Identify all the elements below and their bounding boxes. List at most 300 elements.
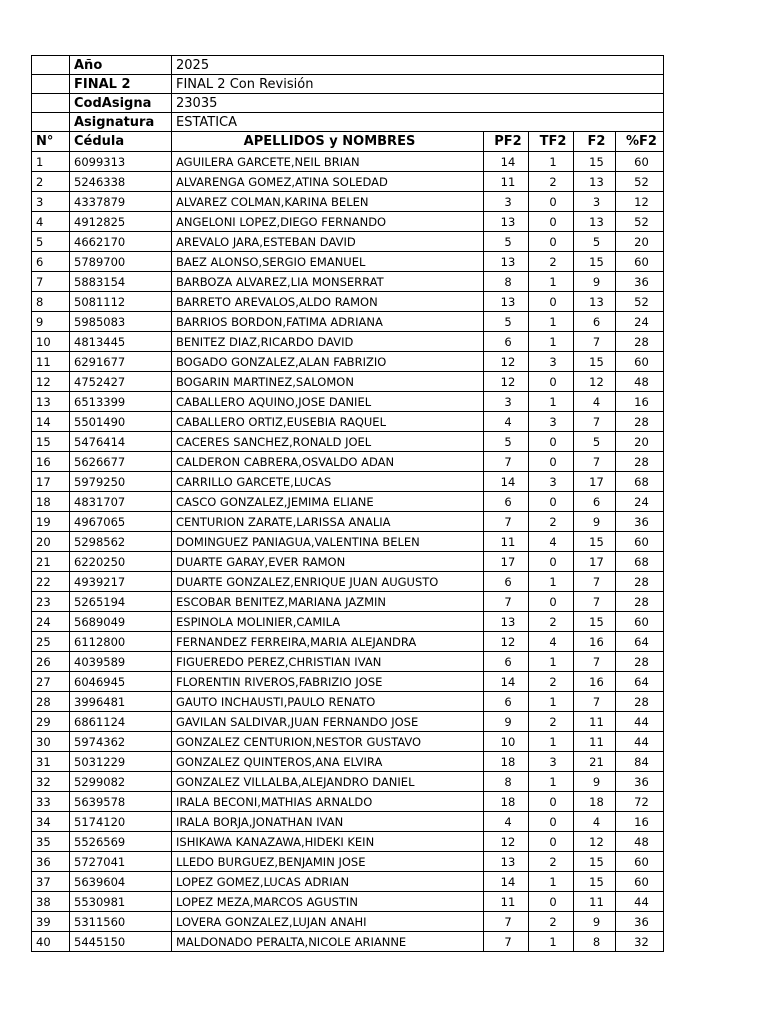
- row-cedula: 6112800: [70, 632, 172, 652]
- row-pf2: 13: [484, 252, 529, 272]
- row-pct-f2: 12: [616, 192, 664, 212]
- row-pct-f2: 60: [616, 352, 664, 372]
- row-name: BARBOZA ALVAREZ,LIA MONSERRAT: [172, 272, 484, 292]
- row-cedula: 6861124: [70, 712, 172, 732]
- table-row: [32, 852, 664, 872]
- row-name: CABALLERO AQUINO,JOSE DANIEL: [172, 392, 484, 412]
- row-name: LLEDO BURGUEZ,BENJAMIN JOSE: [172, 852, 484, 872]
- row-tf2: 1: [529, 392, 574, 412]
- row-tf2: 3: [529, 352, 574, 372]
- row-number: 33: [32, 792, 70, 812]
- header-code-row: [32, 94, 664, 113]
- row-name: BARRIOS BORDON,FATIMA ADRIANA: [172, 312, 484, 332]
- row-name: FERNANDEZ FERREIRA,MARIA ALEJANDRA: [172, 632, 484, 652]
- row-pct-f2: 32: [616, 932, 664, 952]
- row-cedula: 5298562: [70, 532, 172, 552]
- row-f2: 8: [574, 932, 616, 952]
- row-cedula: 5789700: [70, 252, 172, 272]
- row-cedula: 3996481: [70, 692, 172, 712]
- row-name: BAEZ ALONSO,SERGIO EMANUEL: [172, 252, 484, 272]
- row-name: ESCOBAR BENITEZ,MARIANA JAZMIN: [172, 592, 484, 612]
- row-pct-f2: 36: [616, 772, 664, 792]
- row-f2: 4: [574, 392, 616, 412]
- row-cedula: 5081112: [70, 292, 172, 312]
- row-pct-f2: 28: [616, 652, 664, 672]
- row-tf2: 0: [529, 452, 574, 472]
- row-name: ALVAREZ COLMAN,KARINA BELEN: [172, 192, 484, 212]
- row-pct-f2: 68: [616, 552, 664, 572]
- row-pct-f2: 64: [616, 632, 664, 652]
- row-cedula: 5476414: [70, 432, 172, 452]
- row-cedula: 5299082: [70, 772, 172, 792]
- row-f2: 17: [574, 552, 616, 572]
- table-row: [32, 472, 664, 492]
- year-label: Año: [70, 56, 172, 75]
- table-row: [32, 632, 664, 652]
- row-pf2: 11: [484, 172, 529, 192]
- table-row: [32, 712, 664, 732]
- table-row: [32, 292, 664, 312]
- row-f2: 9: [574, 272, 616, 292]
- row-pct-f2: 36: [616, 512, 664, 532]
- row-cedula: 4337879: [70, 192, 172, 212]
- row-pct-f2: 28: [616, 412, 664, 432]
- row-pct-f2: 72: [616, 792, 664, 812]
- subject-value: ESTATICA: [172, 113, 664, 132]
- row-number: 2: [32, 172, 70, 192]
- row-cedula: 5639604: [70, 872, 172, 892]
- row-pct-f2: 28: [616, 572, 664, 592]
- row-pf2: 12: [484, 832, 529, 852]
- row-cedula: 6220250: [70, 552, 172, 572]
- row-cedula: 5501490: [70, 412, 172, 432]
- row-pf2: 18: [484, 752, 529, 772]
- row-tf2: 0: [529, 592, 574, 612]
- row-tf2: 1: [529, 652, 574, 672]
- row-f2: 11: [574, 712, 616, 732]
- row-cedula: 5974362: [70, 732, 172, 752]
- header-year-row: [32, 56, 664, 75]
- year-value: 2025: [172, 56, 664, 75]
- row-number: 6: [32, 252, 70, 272]
- col-f2: F2: [574, 132, 616, 152]
- row-tf2: 2: [529, 252, 574, 272]
- row-cedula: 5530981: [70, 892, 172, 912]
- row-f2: 5: [574, 232, 616, 252]
- row-pf2: 8: [484, 272, 529, 292]
- row-pf2: 14: [484, 872, 529, 892]
- row-cedula: 6099313: [70, 152, 172, 172]
- row-pf2: 6: [484, 692, 529, 712]
- row-name: BOGARIN MARTINEZ,SALOMON: [172, 372, 484, 392]
- row-f2: 7: [574, 412, 616, 432]
- row-number: 34: [32, 812, 70, 832]
- row-tf2: 0: [529, 212, 574, 232]
- row-name: GONZALEZ CENTURION,NESTOR GUSTAVO: [172, 732, 484, 752]
- row-tf2: 0: [529, 552, 574, 572]
- row-pct-f2: 44: [616, 712, 664, 732]
- row-f2: 11: [574, 732, 616, 752]
- row-f2: 17: [574, 472, 616, 492]
- row-pf2: 13: [484, 292, 529, 312]
- row-f2: 3: [574, 192, 616, 212]
- row-cedula: 4967065: [70, 512, 172, 532]
- row-f2: 12: [574, 832, 616, 852]
- table-row: [32, 452, 664, 472]
- row-tf2: 0: [529, 292, 574, 312]
- row-number: 38: [32, 892, 70, 912]
- table-row: [32, 412, 664, 432]
- col-name: APELLIDOS y NOMBRES: [172, 132, 484, 152]
- row-f2: 9: [574, 512, 616, 532]
- row-pct-f2: 68: [616, 472, 664, 492]
- table-row: [32, 152, 664, 172]
- row-tf2: 1: [529, 312, 574, 332]
- row-cedula: 5174120: [70, 812, 172, 832]
- row-number: 23: [32, 592, 70, 612]
- row-number: 20: [32, 532, 70, 552]
- table-row: [32, 252, 664, 272]
- row-name: ANGELONI LOPEZ,DIEGO FERNANDO: [172, 212, 484, 232]
- row-cedula: 5689049: [70, 612, 172, 632]
- row-name: FIGUEREDO PEREZ,CHRISTIAN IVAN: [172, 652, 484, 672]
- row-f2: 12: [574, 372, 616, 392]
- row-pct-f2: 28: [616, 692, 664, 712]
- row-tf2: 0: [529, 812, 574, 832]
- row-tf2: 3: [529, 412, 574, 432]
- row-cedula: 5639578: [70, 792, 172, 812]
- row-f2: 15: [574, 872, 616, 892]
- col-pf2: PF2: [484, 132, 529, 152]
- table-row: [32, 272, 664, 292]
- row-pf2: 14: [484, 472, 529, 492]
- row-cedula: 5246338: [70, 172, 172, 192]
- row-number: 8: [32, 292, 70, 312]
- row-number: 22: [32, 572, 70, 592]
- table-row: [32, 752, 664, 772]
- row-number: 25: [32, 632, 70, 652]
- row-name: AREVALO JARA,ESTEBAN DAVID: [172, 232, 484, 252]
- row-name: LOPEZ GOMEZ,LUCAS ADRIAN: [172, 872, 484, 892]
- table-row: [32, 912, 664, 932]
- row-number: 5: [32, 232, 70, 252]
- row-pf2: 17: [484, 552, 529, 572]
- table-row: [32, 432, 664, 452]
- row-cedula: 4752427: [70, 372, 172, 392]
- row-tf2: 2: [529, 712, 574, 732]
- row-name: DUARTE GARAY,EVER RAMON: [172, 552, 484, 572]
- row-pf2: 5: [484, 432, 529, 452]
- row-cedula: 4813445: [70, 332, 172, 352]
- row-pct-f2: 52: [616, 212, 664, 232]
- row-cedula: 6046945: [70, 672, 172, 692]
- row-cedula: 4039589: [70, 652, 172, 672]
- row-pf2: 11: [484, 532, 529, 552]
- row-cedula: 6291677: [70, 352, 172, 372]
- code-value: 23035: [172, 94, 664, 113]
- row-pf2: 14: [484, 672, 529, 692]
- row-tf2: 0: [529, 432, 574, 452]
- col-cedula: Cédula: [70, 132, 172, 152]
- table-row: [32, 692, 664, 712]
- table-row: [32, 312, 664, 332]
- row-number: 14: [32, 412, 70, 432]
- row-name: GONZALEZ VILLALBA,ALEJANDRO DANIEL: [172, 772, 484, 792]
- row-f2: 6: [574, 492, 616, 512]
- row-f2: 15: [574, 612, 616, 632]
- row-number: 13: [32, 392, 70, 412]
- row-f2: 15: [574, 532, 616, 552]
- row-name: AGUILERA GARCETE,NEIL BRIAN: [172, 152, 484, 172]
- row-pf2: 6: [484, 492, 529, 512]
- row-cedula: 5265194: [70, 592, 172, 612]
- row-cedula: 5985083: [70, 312, 172, 332]
- table-row: [32, 832, 664, 852]
- row-number: 40: [32, 932, 70, 952]
- table-row: [32, 812, 664, 832]
- table-row: [32, 372, 664, 392]
- row-f2: 7: [574, 332, 616, 352]
- row-pf2: 12: [484, 352, 529, 372]
- row-pf2: 4: [484, 412, 529, 432]
- row-pct-f2: 24: [616, 492, 664, 512]
- row-pct-f2: 52: [616, 172, 664, 192]
- col-pct-f2: %F2: [616, 132, 664, 152]
- row-pct-f2: 60: [616, 152, 664, 172]
- row-pct-f2: 64: [616, 672, 664, 692]
- row-cedula: 4912825: [70, 212, 172, 232]
- column-header-row: [32, 132, 664, 152]
- row-pct-f2: 28: [616, 452, 664, 472]
- row-number: 9: [32, 312, 70, 332]
- row-tf2: 0: [529, 832, 574, 852]
- table-row: [32, 772, 664, 792]
- row-f2: 13: [574, 212, 616, 232]
- row-pct-f2: 44: [616, 892, 664, 912]
- row-name: DOMINGUEZ PANIAGUA,VALENTINA BELEN: [172, 532, 484, 552]
- row-pf2: 6: [484, 332, 529, 352]
- table-row: [32, 232, 664, 252]
- row-f2: 15: [574, 152, 616, 172]
- row-tf2: 1: [529, 732, 574, 752]
- row-number: 27: [32, 672, 70, 692]
- row-name: ISHIKAWA KANAZAWA,HIDEKI KEIN: [172, 832, 484, 852]
- row-pct-f2: 28: [616, 592, 664, 612]
- row-tf2: 2: [529, 672, 574, 692]
- row-f2: 15: [574, 352, 616, 372]
- col-tf2: TF2: [529, 132, 574, 152]
- row-tf2: 2: [529, 172, 574, 192]
- row-pf2: 7: [484, 592, 529, 612]
- row-number: 4: [32, 212, 70, 232]
- row-name: ESPINOLA MOLINIER,CAMILA: [172, 612, 484, 632]
- row-pct-f2: 16: [616, 392, 664, 412]
- row-f2: 7: [574, 592, 616, 612]
- row-name: DUARTE GONZALEZ,ENRIQUE JUAN AUGUSTO: [172, 572, 484, 592]
- row-pct-f2: 84: [616, 752, 664, 772]
- row-name: IRALA BECONI,MATHIAS ARNALDO: [172, 792, 484, 812]
- row-pf2: 5: [484, 312, 529, 332]
- row-number: 28: [32, 692, 70, 712]
- table-row: [32, 612, 664, 632]
- row-pf2: 4: [484, 812, 529, 832]
- row-tf2: 4: [529, 532, 574, 552]
- row-pf2: 3: [484, 192, 529, 212]
- row-cedula: 5311560: [70, 912, 172, 932]
- table-row: [32, 552, 664, 572]
- row-pf2: 13: [484, 212, 529, 232]
- row-tf2: 0: [529, 492, 574, 512]
- row-number: 36: [32, 852, 70, 872]
- table-row: [32, 732, 664, 752]
- row-tf2: 1: [529, 572, 574, 592]
- table-row: [32, 572, 664, 592]
- row-number: 32: [32, 772, 70, 792]
- row-f2: 15: [574, 852, 616, 872]
- row-number: 7: [32, 272, 70, 292]
- row-name: FLORENTIN RIVEROS,FABRIZIO JOSE: [172, 672, 484, 692]
- row-name: GONZALEZ QUINTEROS,ANA ELVIRA: [172, 752, 484, 772]
- row-f2: 5: [574, 432, 616, 452]
- row-cedula: 5883154: [70, 272, 172, 292]
- row-name: LOVERA GONZALEZ,LUJAN ANAHI: [172, 912, 484, 932]
- row-tf2: 0: [529, 232, 574, 252]
- row-f2: 18: [574, 792, 616, 812]
- row-pf2: 8: [484, 772, 529, 792]
- row-f2: 6: [574, 312, 616, 332]
- row-cedula: 4662170: [70, 232, 172, 252]
- row-f2: 16: [574, 672, 616, 692]
- row-pct-f2: 52: [616, 292, 664, 312]
- row-number: 17: [32, 472, 70, 492]
- row-tf2: 2: [529, 912, 574, 932]
- row-f2: 21: [574, 752, 616, 772]
- row-name: ALVARENGA GOMEZ,ATINA SOLEDAD: [172, 172, 484, 192]
- row-tf2: 1: [529, 772, 574, 792]
- row-pct-f2: 48: [616, 372, 664, 392]
- row-pct-f2: 36: [616, 912, 664, 932]
- row-pct-f2: 28: [616, 332, 664, 352]
- row-tf2: 0: [529, 792, 574, 812]
- row-cedula: 4939217: [70, 572, 172, 592]
- row-tf2: 2: [529, 852, 574, 872]
- table-row: [32, 352, 664, 372]
- row-pf2: 13: [484, 612, 529, 632]
- table-row: [32, 492, 664, 512]
- row-tf2: 2: [529, 612, 574, 632]
- subject-label: Asignatura: [70, 113, 172, 132]
- row-cedula: 5526569: [70, 832, 172, 852]
- row-name: IRALA BORJA,JONATHAN IVAN: [172, 812, 484, 832]
- row-number: 35: [32, 832, 70, 852]
- row-name: GAUTO INCHAUSTI,PAULO RENATO: [172, 692, 484, 712]
- row-tf2: 2: [529, 512, 574, 532]
- row-number: 21: [32, 552, 70, 572]
- row-name: MALDONADO PERALTA,NICOLE ARIANNE: [172, 932, 484, 952]
- row-f2: 7: [574, 692, 616, 712]
- row-f2: 13: [574, 172, 616, 192]
- header-final-row: [32, 75, 664, 94]
- row-number: 24: [32, 612, 70, 632]
- row-cedula: 5979250: [70, 472, 172, 492]
- row-pf2: 5: [484, 232, 529, 252]
- row-number: 1: [32, 152, 70, 172]
- table-row: [32, 392, 664, 412]
- row-number: 3: [32, 192, 70, 212]
- row-number: 16: [32, 452, 70, 472]
- row-pct-f2: 48: [616, 832, 664, 852]
- row-pf2: 6: [484, 652, 529, 672]
- table-row: [32, 512, 664, 532]
- table-row: [32, 172, 664, 192]
- row-name: CASCO GONZALEZ,JEMIMA ELIANE: [172, 492, 484, 512]
- row-pct-f2: 60: [616, 612, 664, 632]
- table-row: [32, 672, 664, 692]
- row-pf2: 11: [484, 892, 529, 912]
- row-pf2: 10: [484, 732, 529, 752]
- row-pct-f2: 60: [616, 872, 664, 892]
- final-label: FINAL 2: [70, 75, 172, 94]
- row-pf2: 7: [484, 452, 529, 472]
- row-pct-f2: 60: [616, 252, 664, 272]
- table-row: [32, 872, 664, 892]
- row-pct-f2: 36: [616, 272, 664, 292]
- row-cedula: 5626677: [70, 452, 172, 472]
- row-tf2: 1: [529, 332, 574, 352]
- row-tf2: 1: [529, 932, 574, 952]
- row-f2: 13: [574, 292, 616, 312]
- row-tf2: 3: [529, 752, 574, 772]
- code-label: CodAsigna: [70, 94, 172, 113]
- row-pf2: 12: [484, 632, 529, 652]
- row-name: CACERES SANCHEZ,RONALD JOEL: [172, 432, 484, 452]
- row-number: 11: [32, 352, 70, 372]
- row-name: CARRILLO GARCETE,LUCAS: [172, 472, 484, 492]
- row-pct-f2: 60: [616, 532, 664, 552]
- row-pct-f2: 60: [616, 852, 664, 872]
- table-row: [32, 592, 664, 612]
- row-pct-f2: 44: [616, 732, 664, 752]
- row-pf2: 7: [484, 512, 529, 532]
- row-number: 18: [32, 492, 70, 512]
- row-number: 30: [32, 732, 70, 752]
- row-pct-f2: 24: [616, 312, 664, 332]
- table-row: [32, 652, 664, 672]
- row-f2: 4: [574, 812, 616, 832]
- row-number: 31: [32, 752, 70, 772]
- row-tf2: 0: [529, 192, 574, 212]
- row-f2: 7: [574, 652, 616, 672]
- row-tf2: 0: [529, 372, 574, 392]
- row-pf2: 7: [484, 912, 529, 932]
- row-name: BARRETO AREVALOS,ALDO RAMON: [172, 292, 484, 312]
- row-name: BOGADO GONZALEZ,ALAN FABRIZIO: [172, 352, 484, 372]
- row-f2: 16: [574, 632, 616, 652]
- row-number: 15: [32, 432, 70, 452]
- row-f2: 7: [574, 572, 616, 592]
- row-pct-f2: 16: [616, 812, 664, 832]
- row-tf2: 0: [529, 892, 574, 912]
- row-f2: 11: [574, 892, 616, 912]
- row-pf2: 7: [484, 932, 529, 952]
- row-pf2: 6: [484, 572, 529, 592]
- row-pf2: 13: [484, 852, 529, 872]
- table-row: [32, 532, 664, 552]
- row-tf2: 3: [529, 472, 574, 492]
- grades-sheet: [31, 55, 664, 952]
- row-name: CABALLERO ORTIZ,EUSEBIA RAQUEL: [172, 412, 484, 432]
- table-row: [32, 932, 664, 952]
